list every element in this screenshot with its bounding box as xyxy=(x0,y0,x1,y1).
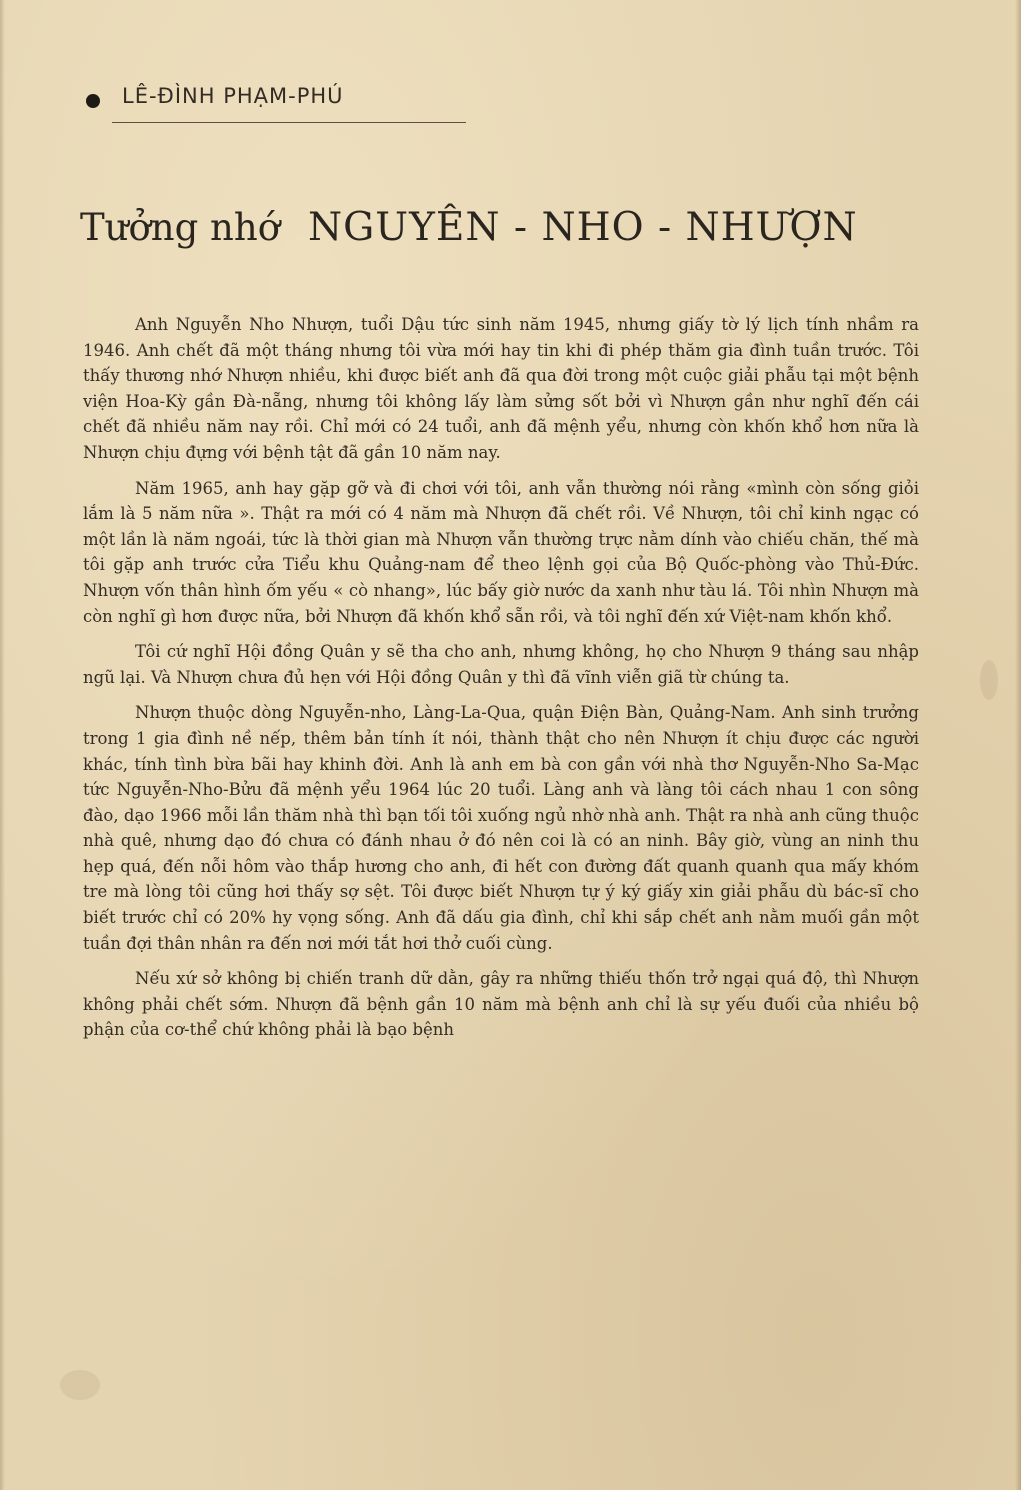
page-edge-shadow-left xyxy=(0,0,5,1490)
article-title xyxy=(80,205,940,250)
page-edge-shadow-right xyxy=(1015,0,1021,1490)
title-name: NGUYÊN - NHO - NHƯỢN xyxy=(308,205,858,250)
paper-stain xyxy=(980,660,998,700)
author-name: LÊ-ĐÌNH PHẠM-PHÚ xyxy=(122,84,344,108)
paragraph: Anh Nguyễn Nho Nhượn, tuổi Dậu tức sinh năm 1945, nhưng giấy tờ lý lịch tính nhầm ra 1946. Anh chết đã một tháng nhưng tôi vừa mới hay tin khi đi phép thăm gia đình tuần trước. Tôi thấy thương nhớ Nhượn nhiều, khi được biết anh đã qua đời trong một cuộc giải phẫu tại một bệnh viện Hoa-Kỳ gần Đà-nẵng, nhưng tôi không lấy làm sửng sốt bởi vì Nhượn gần như nghĩ đến cái chết đã nhiều năm nay rồi. Chỉ mới có 24 tuổi, anh đã mệnh yểu, nhưng còn khốn khổ hơn nữa là Nhượn chịu đựng với bệnh tật đã gần 10 năm nay. xyxy=(83,315,919,462)
title-lead: Tưởng nhớ xyxy=(80,206,280,249)
paragraph: Nếu xứ sở không bị chiến tranh dữ dằn, gây ra những thiếu thốn trở ngại quá độ, thì Nhượn không phải chết sớm. Nhượn đã bệnh gần 10 năm mà bệnh anh chỉ là sự yếu đuối của nhiều bộ phận của cơ-thể chứ không phải là bạo bệnh xyxy=(83,969,919,1040)
paper-stain xyxy=(60,1370,100,1400)
bullet-dot-icon xyxy=(86,94,100,108)
paragraph: Tôi cứ nghĩ Hội đồng Quân y sẽ tha cho anh, nhưng không, họ cho Nhượn 9 tháng sau nhập ngũ lại. Và Nhượn chưa đủ hẹn với Hội đồng Quân y thì đã vĩnh viễn giã từ chúng ta. xyxy=(83,642,919,687)
article-body xyxy=(83,312,919,1053)
header-underline xyxy=(112,122,466,123)
paragraph: Năm 1965, anh hay gặp gỡ và đi chơi với tôi, anh vẫn thường nói rằng «mình còn sống giỏi lắm là 5 năm nữa ». Thật ra mới có 4 năm mà Nhượn đã chết rồi. Về Nhượn, tôi chỉ kinh ngạc có một lần là năm ngoái, tức là thời gian mà Nhượn vẫn thường trực nằm dính vào chiếu chăn, thế mà tôi gặp anh trước cửa Tiểu khu Quảng-nam để theo lệnh gọi của Bộ Quốc-phòng vào Thủ-Đức. Nhượn vốn thân hình ốm yếu « cò nhang», lúc bấy giờ nước da xanh như tàu lá. Tôi nhìn Nhượn mà còn nghĩ gì hơn được nữa, bởi Nhượn đã khốn khổ sẵn rồi, và tôi nghĩ đến xứ Việt-nam khốn khổ. xyxy=(83,478,919,626)
paragraph: Nhượn thuộc dòng Nguyễn-nho, Làng-La-Qua, quận Điện Bàn, Quảng-Nam. Anh sinh trưởng trong 1 gia đình nề nếp, thêm bản tính ít nói, thành thật cho nên Nhượn ít chịu được các người khác, tính tình bừa bãi hay khinh đời. Anh là anh em bà con gần với nhà thơ Nguyễn-Nho Sa-Mạc tức Nguyễn-Nho-Bửu đã mệnh yểu 1964 lúc 20 tuổi. Làng anh và làng tôi cách nhau 1 con sông đào, dạo 1966 mỗi lần thăm nhà thì bạn tối tôi xuống ngủ nhờ nhà anh. Thật ra nhà anh cũng thuộc nhà quê, nhưng dạo đó chưa có đánh nhau ở đó nên coi là có an ninh. Bây giờ, vùng an ninh thu hẹp quá, đến nỗi hôm vào thắp hương cho anh, đi hết con đường đất quanh quanh qua mấy khóm tre mà lòng tôi cũng hơi thấy sợ sệt. Tôi được biết Nhượn tự ý ký giấy xin giải phẫu dù bác-sĩ cho biết trước chỉ có 20% hy vọng sống. Anh đã dấu gia đình, chỉ khi sắp chết anh nằm muối gần một tuần đợi thân nhân ra đến nơi mới tắt hơi thở cuối cùng. xyxy=(83,703,919,953)
article-header xyxy=(86,82,386,126)
